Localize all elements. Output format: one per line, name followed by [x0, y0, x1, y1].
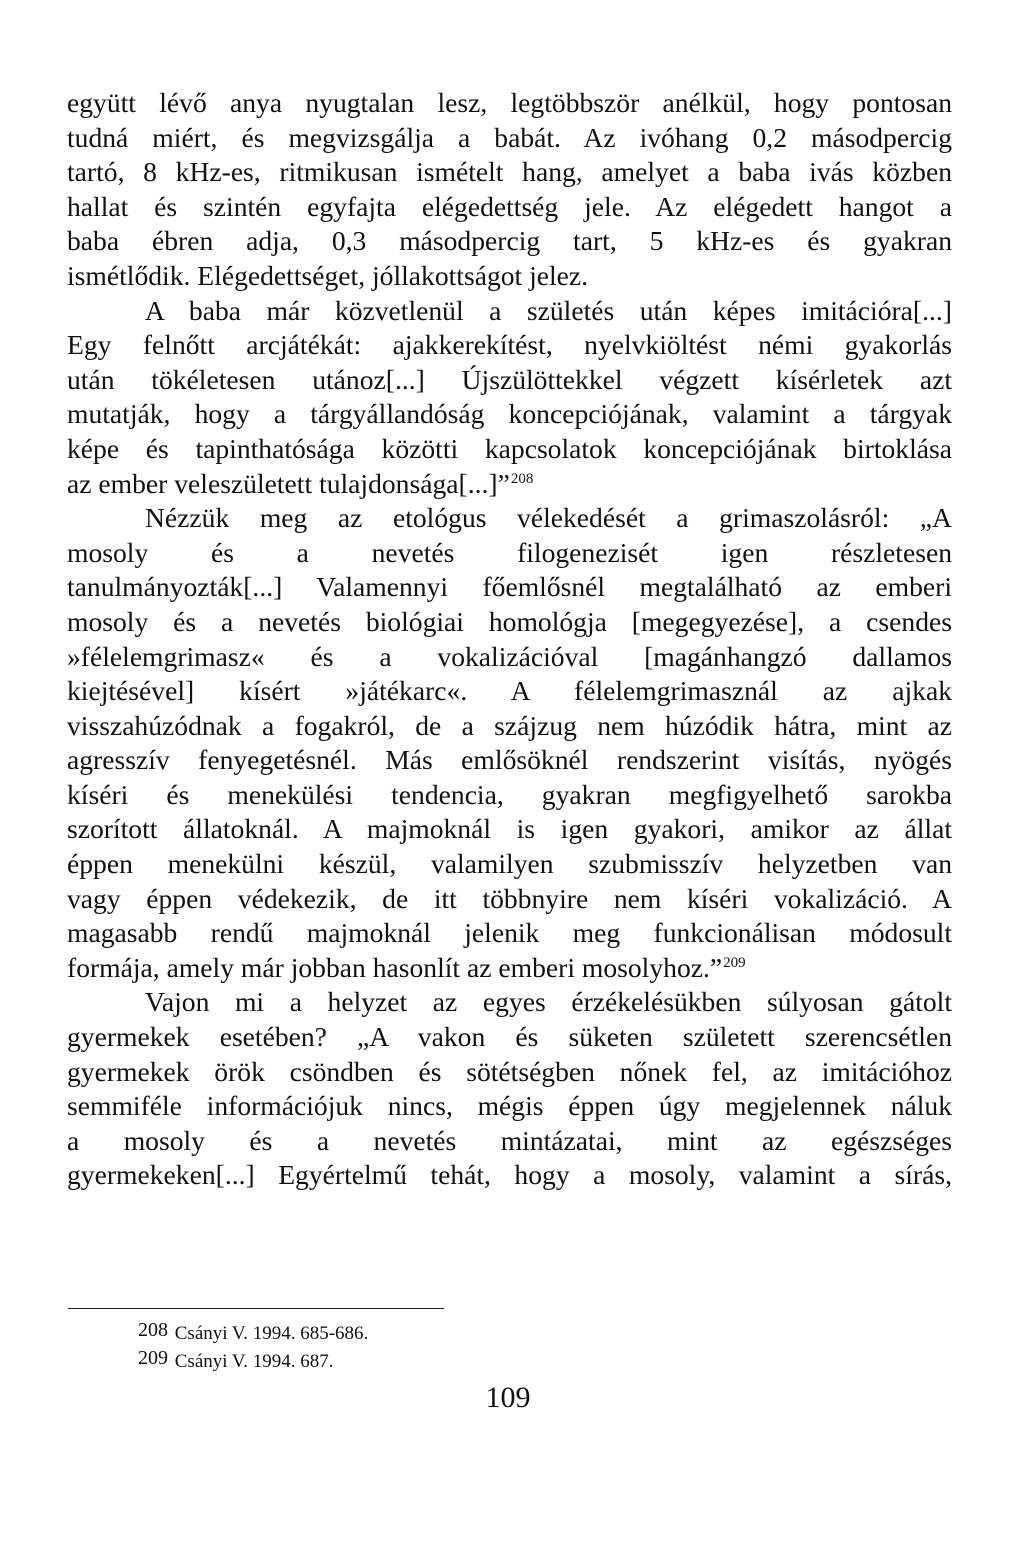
text-line: tartó, 8 kHz-es, ritmikusan ismételt hang, amelyet a baba ivás közben: [67, 156, 952, 188]
text-line: gyermekeken[...] Egyértelmű tehát, hogy a mosoly, valamint a sírás,: [67, 1159, 952, 1191]
body-text: [67, 86, 952, 1193]
text-line: »félelemgrimasz« és a vokalizációval [magánhangzó dallamos: [67, 640, 952, 672]
text-line-content: formája, amely már jobban hasonlít az emberi mosolyhoz.”: [67, 951, 723, 983]
text-line-content: az ember veleszületett tulajdonsága[...]”: [67, 467, 510, 499]
footnote-text: Csányi V. 1994. 687.: [174, 1351, 334, 1372]
text-line: hallat és szintén egyfajta elégedettség jele. Az elégedett hangot a: [67, 190, 952, 222]
text-line: tudná miért, és megvizsgálja a babát. Az ivóhang 0,2 másodpercig: [67, 121, 952, 153]
text-line: visszahúzódnak a fogakról, de a szájzug nem húzódik hátra, mint az: [67, 709, 952, 741]
text-line: Nézzük meg az etológus vélekedését a grimaszolásról: „A: [145, 502, 952, 534]
text-line: mosoly és a nevetés filogenezisét igen részletesen: [67, 536, 952, 568]
text-line: vagy éppen védekezik, de itt többnyire nem kíséri vokalizáció. A: [67, 882, 952, 914]
text-line: kiejtésével] kísért »játékarc«. A félelemgrimasznál az ajkak: [67, 675, 952, 707]
text-line: szorított állatoknál. A majmoknál is igen gyakori, amikor az állat: [67, 813, 952, 845]
footnotes: [138, 1318, 368, 1374]
footnote-number: 209: [138, 1347, 168, 1369]
text-line: éppen menekülni készül, valamilyen szubmisszív helyzetben van: [67, 848, 952, 880]
text-line: baba ébren adja, 0,3 másodpercig tart, 5 kHz-es és gyakran: [67, 225, 952, 257]
text-line: mosoly és a nevetés biológiai homológja [megegyezése], a csendes: [67, 605, 952, 637]
text-line: gyermekek esetében? „A vakon és süketen született szerencsétlen: [67, 1021, 952, 1053]
text-line: agresszív fenyegetésnél. Más emlősöknél rendszerint visítás, nyögés: [67, 744, 952, 776]
text-line: A baba már közvetlenül a születés után képes imitációra[...]: [145, 294, 952, 326]
text-line: gyermekek örök csöndben és sötétségben nőnek fel, az imitációhoz: [67, 1055, 952, 1087]
footnote-number: 208: [138, 1319, 168, 1341]
text-line: [67, 951, 952, 986]
text-line: semmiféle információjuk nincs, mégis éppen úgy megjelennek náluk: [67, 1090, 952, 1122]
text-line: magasabb rendű majmoknál jelenik meg funkcionálisan módosult: [67, 917, 952, 949]
footnote-reference: 209: [723, 954, 746, 971]
text-line: mutatják, hogy a tárgyállandóság koncepciójának, valamint a tárgyak: [67, 398, 952, 430]
text-line: Egy felnőtt arcjátékát: ajakkerekítést, nyelvkiöltést némi gyakorlás: [67, 329, 952, 361]
text-line: után tökéletesen utánoz[...] Újszülöttekkel végzett kísérletek azt: [67, 363, 952, 395]
footnote-item: [138, 1318, 368, 1346]
text-line: Vajon mi a helyzet az egyes érzékelésükben súlyosan gátolt: [145, 986, 952, 1018]
text-line: együtt lévő anya nyugtalan lesz, legtöbbször anélkül, hogy pontosan: [67, 87, 952, 118]
text-line: [67, 467, 952, 502]
text-line: a mosoly és a nevetés mintázatai, mint az egészséges: [67, 1124, 952, 1156]
text-line: ismétlődik. Elégedettséget, jóllakottságot jelez.: [67, 259, 589, 291]
footnote-item: [138, 1346, 368, 1374]
text-line: kíséri és menekülési tendencia, gyakran megfigyelhető sarokba: [67, 778, 952, 810]
text-line: tanulmányozták[...] Valamennyi főemlősnél megtalálható az emberi: [67, 571, 952, 603]
footnote-divider: [68, 1308, 444, 1309]
footnote-text: Csányi V. 1994. 685-686.: [174, 1323, 369, 1344]
page-number: 109: [485, 1381, 531, 1414]
footnote-reference: 208: [510, 470, 534, 487]
text-line: képe és tapinthatósága közötti kapcsolatok koncepciójának birtoklása: [67, 432, 952, 464]
